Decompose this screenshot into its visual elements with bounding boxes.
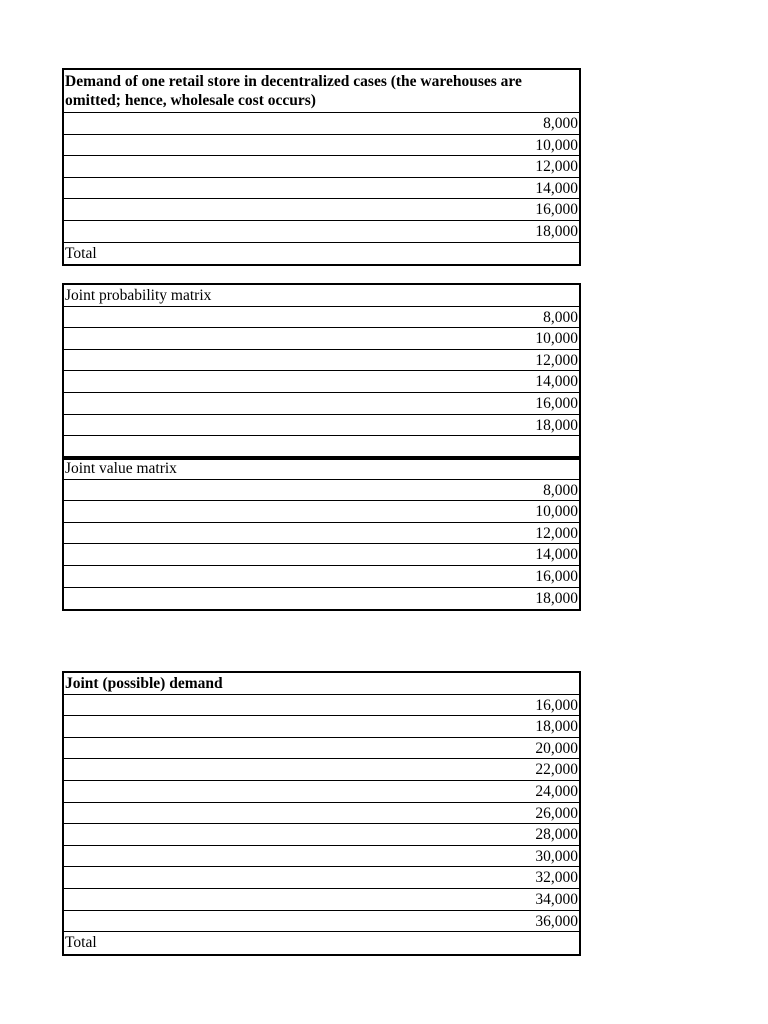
table-row: 10,000 [64, 501, 579, 523]
table-row: 10,000 [64, 328, 579, 350]
table-title: Joint probability matrix [64, 285, 579, 307]
joint-value-table [62, 456, 581, 611]
table-row: 18,000 [64, 221, 579, 243]
table-row: 16,000 [64, 393, 579, 415]
table-row: 32,000 [64, 867, 579, 889]
table-title: Joint value matrix [64, 458, 579, 480]
total-row: Total [65, 934, 97, 952]
total-row: Total [65, 244, 97, 262]
table-row: 34,000 [64, 889, 579, 911]
table-row: 30,000 [64, 846, 579, 868]
table-row: 16,000 [64, 199, 579, 221]
table-row: 8,000 [64, 113, 579, 135]
table-row: 18,000 [535, 589, 578, 607]
table-row: 12,000 [64, 523, 579, 545]
table-row: 12,000 [64, 156, 579, 178]
table-row: 18,000 [64, 716, 579, 738]
table-row: 14,000 [64, 544, 579, 566]
table-row: 10,000 [64, 135, 579, 157]
table-title: Demand of one retail store in decentralized cases (the warehouses are omitted; hence, wholesale cost occurs) [64, 70, 579, 113]
table-row: 26,000 [64, 803, 579, 825]
table-title: Joint (possible) demand [64, 673, 579, 695]
table-row: 12,000 [64, 350, 579, 372]
table-row: 18,000 [64, 415, 579, 437]
table-row: 36,000 [64, 911, 579, 933]
table-row: 24,000 [64, 781, 579, 803]
table-row: 22,000 [64, 759, 579, 781]
table-row: 8,000 [64, 480, 579, 502]
table-row: 8,000 [64, 307, 579, 329]
decentralized-demand-table [62, 68, 581, 266]
table-row: 16,000 [64, 566, 579, 588]
total-row [64, 436, 579, 458]
table-row: 28,000 [64, 824, 579, 846]
table-row: 16,000 [64, 695, 579, 717]
table-row: 14,000 [64, 178, 579, 200]
joint-probability-table [62, 283, 581, 460]
joint-demand-table [62, 671, 581, 956]
table-row: 20,000 [64, 738, 579, 760]
table-row: 14,000 [64, 371, 579, 393]
